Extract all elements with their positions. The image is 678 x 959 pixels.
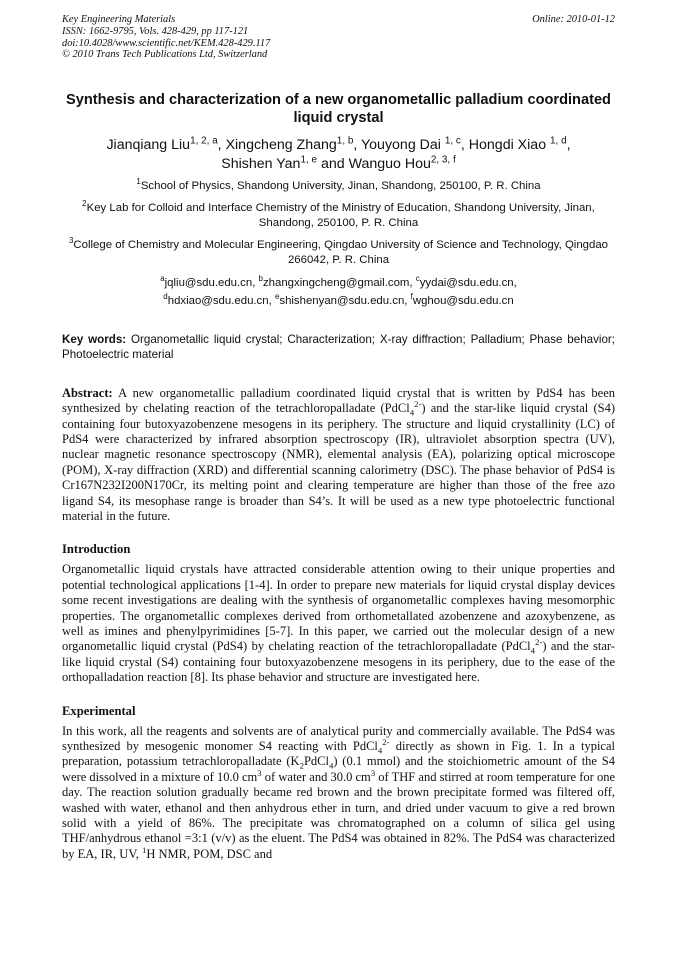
affiliation-2: $^2$Key Lab for Colloid and Interface Chemistry of the Ministry of Education, Shandong University, Jinan, Shandong, 250100, P. R. China xyxy=(82,198,595,230)
introduction-text: Organometallic liquid crystals have attracted considerable attention owing to their unique properties and potential technological applications [1-4]. In order to prepare new materials for liquid crystal display devices some recent investigations are dealing with the synthesis of organometallic complexes having mesomorphic properties. The organometallic complexes derived from orthometallated azobenzene and azoxybenzene, as well as imines and phenylpyrimidines [5-7]. In this paper, we carried out the molecular design of a new organometallic liquid crystal (PdS4) by chelating reaction of the tetrachloropalladate (PdCl$_4^{2-}$) and the star-like liquid crystal (S4) containing four butoxyazobenzene mesogens in its periphery, due to the ease of the orthopalladation reaction [8]. Its phase behavior and structure are investigated here. xyxy=(62,562,615,685)
email: $^d$hdxiao@sdu.edu.cn, xyxy=(163,291,275,307)
email: $^e$shishenyan@sdu.edu.cn, xyxy=(274,291,411,307)
author: Jianqiang Liu$^{1, 2, a}$, xyxy=(106,135,226,154)
journal-name: Key Engineering Materials xyxy=(62,14,176,25)
email-list xyxy=(62,274,615,310)
author: Shishen Yan$^{1, e}$ and xyxy=(221,153,349,172)
abstract-label: Abstract: xyxy=(62,385,113,400)
doi-line: doi:10.4028/www.scientific.net/KEM.428-429.117 xyxy=(62,37,271,49)
keywords-text: Organometallic liquid crystal; Characterization; X-ray diffraction; Palladium; Phase behavior; Photoelectric material xyxy=(62,332,615,362)
copyright-line: © 2010 Trans Tech Publications Ltd, Switzerland xyxy=(62,49,268,61)
experimental-text: In this work, all the reagents and solvents are of analytical purity and commercially available. The PdS4 was synthesized by mesogenic monomer S4 reacting with PdCl$_4^{2-}$ directly as shown in Fig. 1. In a typical preparation, potassium tetrachloropalladate $(K_2PdCl_4)$ (0.1 mmol) and the stoichiometric amount of the S4 were dissolved in a mixture of 10.0 $cm^3$ of water and 30.0 $cm^3$ of THF and stirred at room temperature for one day. The reaction solution gradually became red brown and the brown precipitate formed was filtered off, washed with water, ethanol and then anhydrous ether in turn, and dried under vacuum to give a red brown solid with a yield of 86%. The precipitate was chromatographed on a column of silica gel using THF/anhydrous ethanol =3:1 (v/v) as the eluent. The PdS4 was obtained in 82%. The PdS4 was characterized by EA, IR, UV, $^1$H NMR, POM, DSC and xyxy=(62,723,616,861)
author: Youyong Dai $^{1, c}$, xyxy=(361,135,469,154)
email: $^a$jqliu@sdu.edu.cn, xyxy=(160,273,259,289)
author: Hongdi Xiao $^{1, d}$, xyxy=(468,135,571,154)
introduction-heading: Introduction xyxy=(62,542,131,557)
paper-title: Synthesis and characterization of a new organometallic palladium coordinated liquid crystal xyxy=(66,92,611,127)
email: $^b$zhangxingcheng@gmail.com, xyxy=(258,273,416,289)
author: Wanguo Hou$^{2, 3, f}$ xyxy=(348,153,456,172)
affiliation-1: $^1$School of Physics, Shandong University, Jinan, Shandong, 250100, P. R. China xyxy=(136,177,541,193)
keywords xyxy=(62,332,615,363)
author: Xingcheng Zhang$^{1, b}$, xyxy=(225,135,361,154)
author-list xyxy=(62,136,615,173)
experimental-heading: Experimental xyxy=(62,703,136,718)
abstract: Abstract: A new organometallic palladium coordinated liquid crystal that is written by PdS4 has been synthesized by chelating reaction of the tetrachloropalladate (PdCl$_4^{2-}$) and the star-like liquid crystal (S4) containing four butoxyazobenzene mesogens in its periphery. The structure and liquid crystallinity (LC) of PdS4 were characterized by infrared absorption spectroscopy (IR), ultraviolet absorption spectra (UV), nuclear magnetic resonance spectroscopy (NMR), elemental analysis (EA), polarizing optical microscope (POM), X-ray diffraction (XRD) and differential scanning calorimetry (DSC). The phase behavior of PdS4 is Cr167N232I200N170Cr, its melting point and clearing temperature are higher than those of the free azo ligand S4, its mesophase range is broader than S4’s. It will be used as a new type photoelectric functional material in the future. xyxy=(62,385,616,523)
journal-header xyxy=(62,14,615,61)
affiliation-3: $^3$College of Chemistry and Molecular Engineering, Qingdao University of Science and Technology, Qingdao 266042, P. R. China xyxy=(68,235,609,267)
email: $^f$wghou@sdu.edu.cn xyxy=(410,291,514,307)
online-date: Online: 2010-01-12 xyxy=(532,14,615,25)
email: $^c$yydai@sdu.edu.cn, xyxy=(415,273,517,289)
paper-page xyxy=(62,14,615,862)
keywords-label: Key words: xyxy=(62,332,127,346)
issn-line: ISSN: 1662-9795, Vols. 428-429, pp 117-121 xyxy=(62,25,249,37)
